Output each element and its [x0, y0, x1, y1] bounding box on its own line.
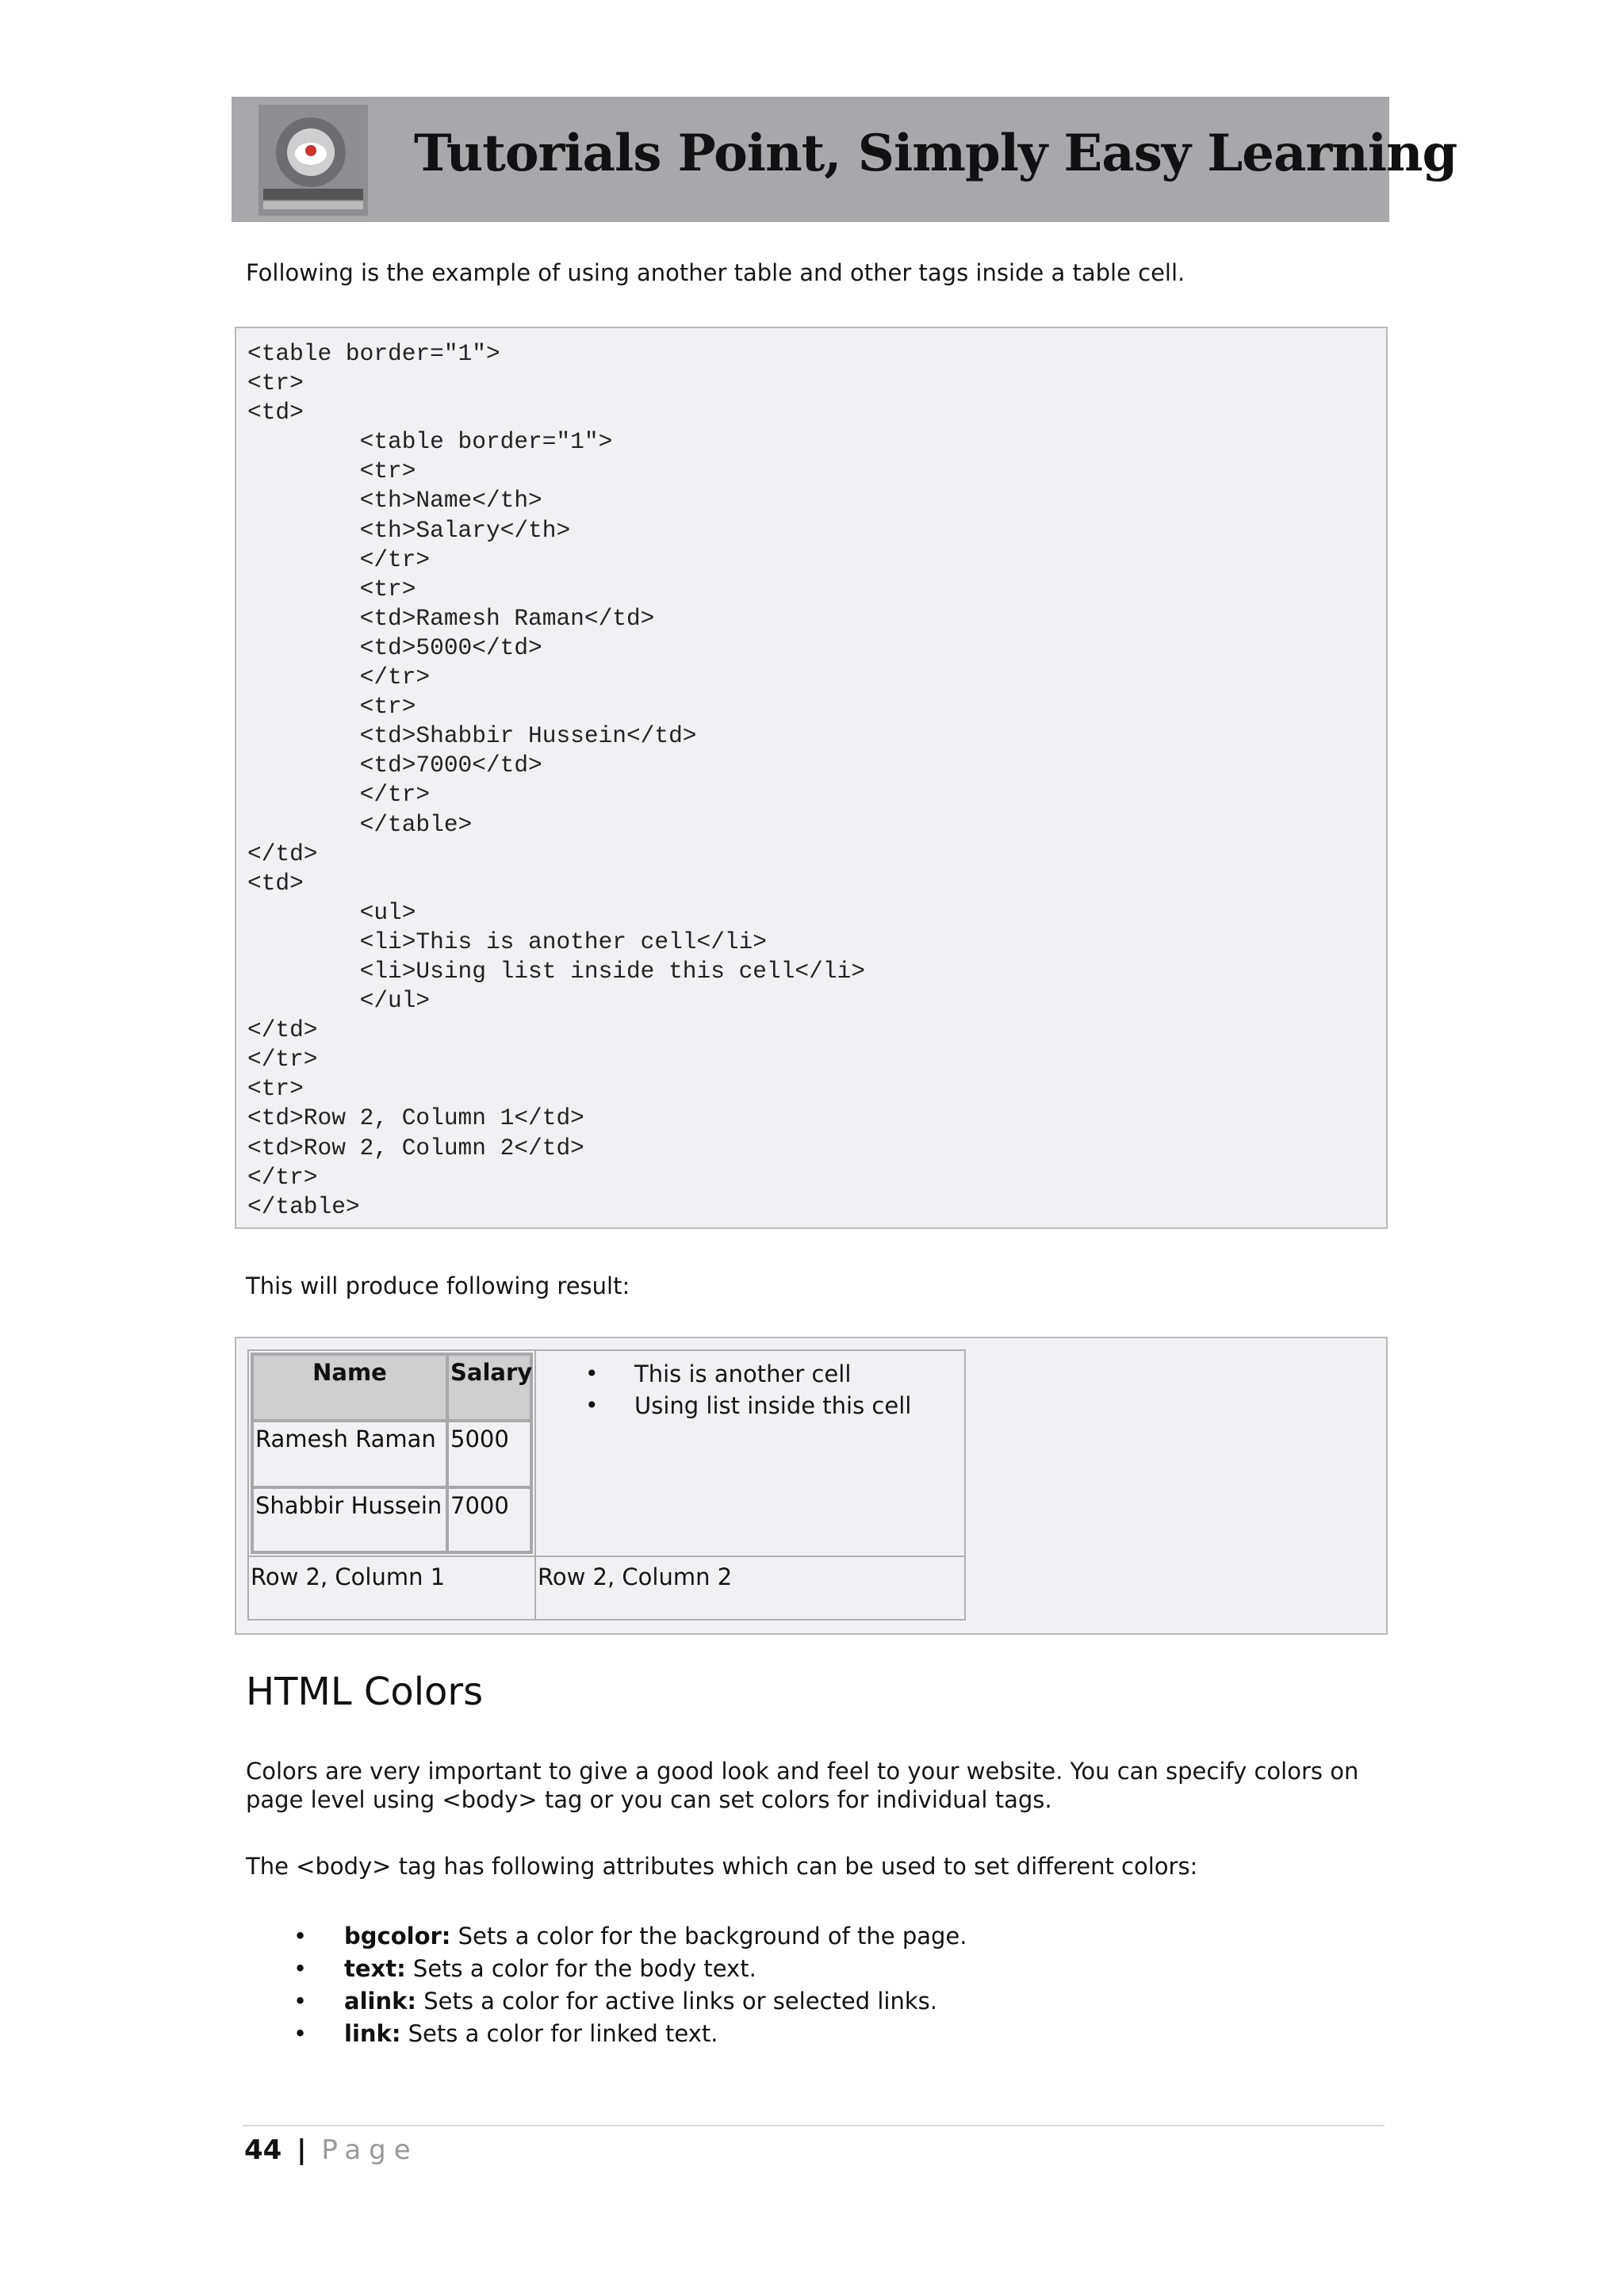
code-line: <li>Using list inside this cell</li> — [247, 957, 865, 985]
outer-cell-r1c2 — [536, 1351, 964, 1557]
cell-text: Row 2, Column 2 — [538, 1563, 733, 1590]
code-line: </tr> — [247, 664, 431, 691]
inner-cell: Ramesh Raman — [252, 1421, 447, 1487]
footer-divider — [243, 2125, 1385, 2126]
inner-header-salary: Salary — [447, 1354, 531, 1421]
bullet-icon: • — [585, 1360, 599, 1387]
code-line: </tr> — [247, 781, 431, 809]
attribute-desc: Sets a color for linked text. — [400, 2020, 718, 2047]
attribute-name: bgcolor: — [344, 1923, 451, 1950]
attribute-desc: Sets a color for the body text. — [405, 1955, 756, 1982]
tutorials-point-logo — [259, 105, 368, 216]
code-line: <tr> — [247, 693, 416, 721]
attribute-name: alink: — [344, 1988, 416, 2015]
code-line: <tr> — [247, 575, 416, 603]
inner-header-name: Name — [252, 1354, 447, 1421]
code-line: <ul> — [247, 898, 416, 926]
attributes-intro: The <body> tag has following attributes which can be used to set different colors: — [246, 1853, 1198, 1880]
bullet-icon: • — [293, 1955, 308, 1982]
cell-text: Row 2, Column 1 — [251, 1563, 446, 1590]
code-line: <th>Name</th> — [247, 487, 542, 515]
attribute-desc: Sets a color for active links or selected links. — [416, 1988, 937, 2015]
footer-separator: | — [297, 2134, 307, 2166]
attribute-name: text: — [344, 1955, 406, 1982]
bullet-icon: • — [293, 1988, 308, 2015]
code-line: </table> — [247, 810, 473, 838]
code-line: <th>Salary</th> — [247, 516, 571, 544]
code-line: <td>Ramesh Raman</td> — [247, 604, 655, 632]
code-line: <table border="1"> — [247, 340, 500, 367]
page-number: 44 — [244, 2134, 282, 2166]
outer-cell-r2c2 — [536, 1557, 964, 1619]
code-line: <td> — [247, 399, 304, 427]
attribute-name: link: — [344, 2020, 401, 2047]
list-item: This is another cell — [634, 1360, 852, 1387]
code-example-box — [235, 327, 1388, 1229]
bullet-icon: • — [585, 1392, 599, 1418]
code-line: <td> — [247, 869, 304, 897]
outer-table — [247, 1349, 966, 1621]
code-line: <table border="1"> — [247, 428, 613, 456]
intro-paragraph: Following is the example of using another table and other tags inside a table cell. — [246, 259, 1185, 286]
page-footer — [244, 2134, 419, 2166]
code-line: </tr> — [247, 545, 431, 573]
code-line: <td>Row 2, Column 1</td> — [247, 1104, 584, 1132]
code-line: <td>7000</td> — [247, 752, 542, 779]
bullet-icon: • — [293, 2020, 308, 2047]
code-line: <td>Row 2, Column 2</td> — [247, 1134, 584, 1161]
outer-cell-r1c1 — [249, 1351, 536, 1557]
outer-cell-r2c1 — [249, 1557, 536, 1619]
section-title: HTML Colors — [246, 1670, 484, 1714]
header-banner — [232, 97, 1457, 222]
inner-table — [251, 1353, 533, 1554]
list-item: Using list inside this cell — [634, 1392, 912, 1419]
inner-cell: 5000 — [447, 1421, 531, 1487]
code-line: <li>This is another cell</li> — [247, 928, 768, 955]
code-line: <td>Shabbir Hussein</td> — [247, 722, 697, 750]
result-preview-box — [235, 1337, 1388, 1635]
code-listing — [247, 339, 865, 1222]
inner-cell: Shabbir Hussein — [252, 1487, 447, 1552]
code-line: </tr> — [247, 1046, 318, 1073]
code-line: </table> — [247, 1192, 360, 1220]
colors-paragraph-line2: page level using <body> tag or you can set colors for individual tags. — [246, 1786, 1052, 1813]
code-line: <td>5000</td> — [247, 633, 542, 661]
header-title: Tutorials Point, Simply Easy Learning — [414, 124, 1457, 183]
attribute-desc: Sets a color for the background of the page. — [450, 1923, 967, 1950]
code-line: <tr> — [247, 457, 416, 485]
code-line: </td> — [247, 840, 318, 867]
code-line: </tr> — [247, 1163, 318, 1191]
page-label: Page — [321, 2134, 419, 2166]
bullet-icon: • — [293, 1923, 308, 1950]
code-line: </td> — [247, 1016, 318, 1044]
result-label: This will produce following result: — [246, 1272, 630, 1299]
code-line: <tr> — [247, 369, 304, 397]
colors-paragraph-line1: Colors are very important to give a good look and feel to your website. You can specify colors on — [246, 1758, 1359, 1785]
code-line: <tr> — [247, 1075, 304, 1103]
inner-cell: 7000 — [447, 1487, 531, 1552]
code-line: </ul> — [247, 987, 431, 1015]
